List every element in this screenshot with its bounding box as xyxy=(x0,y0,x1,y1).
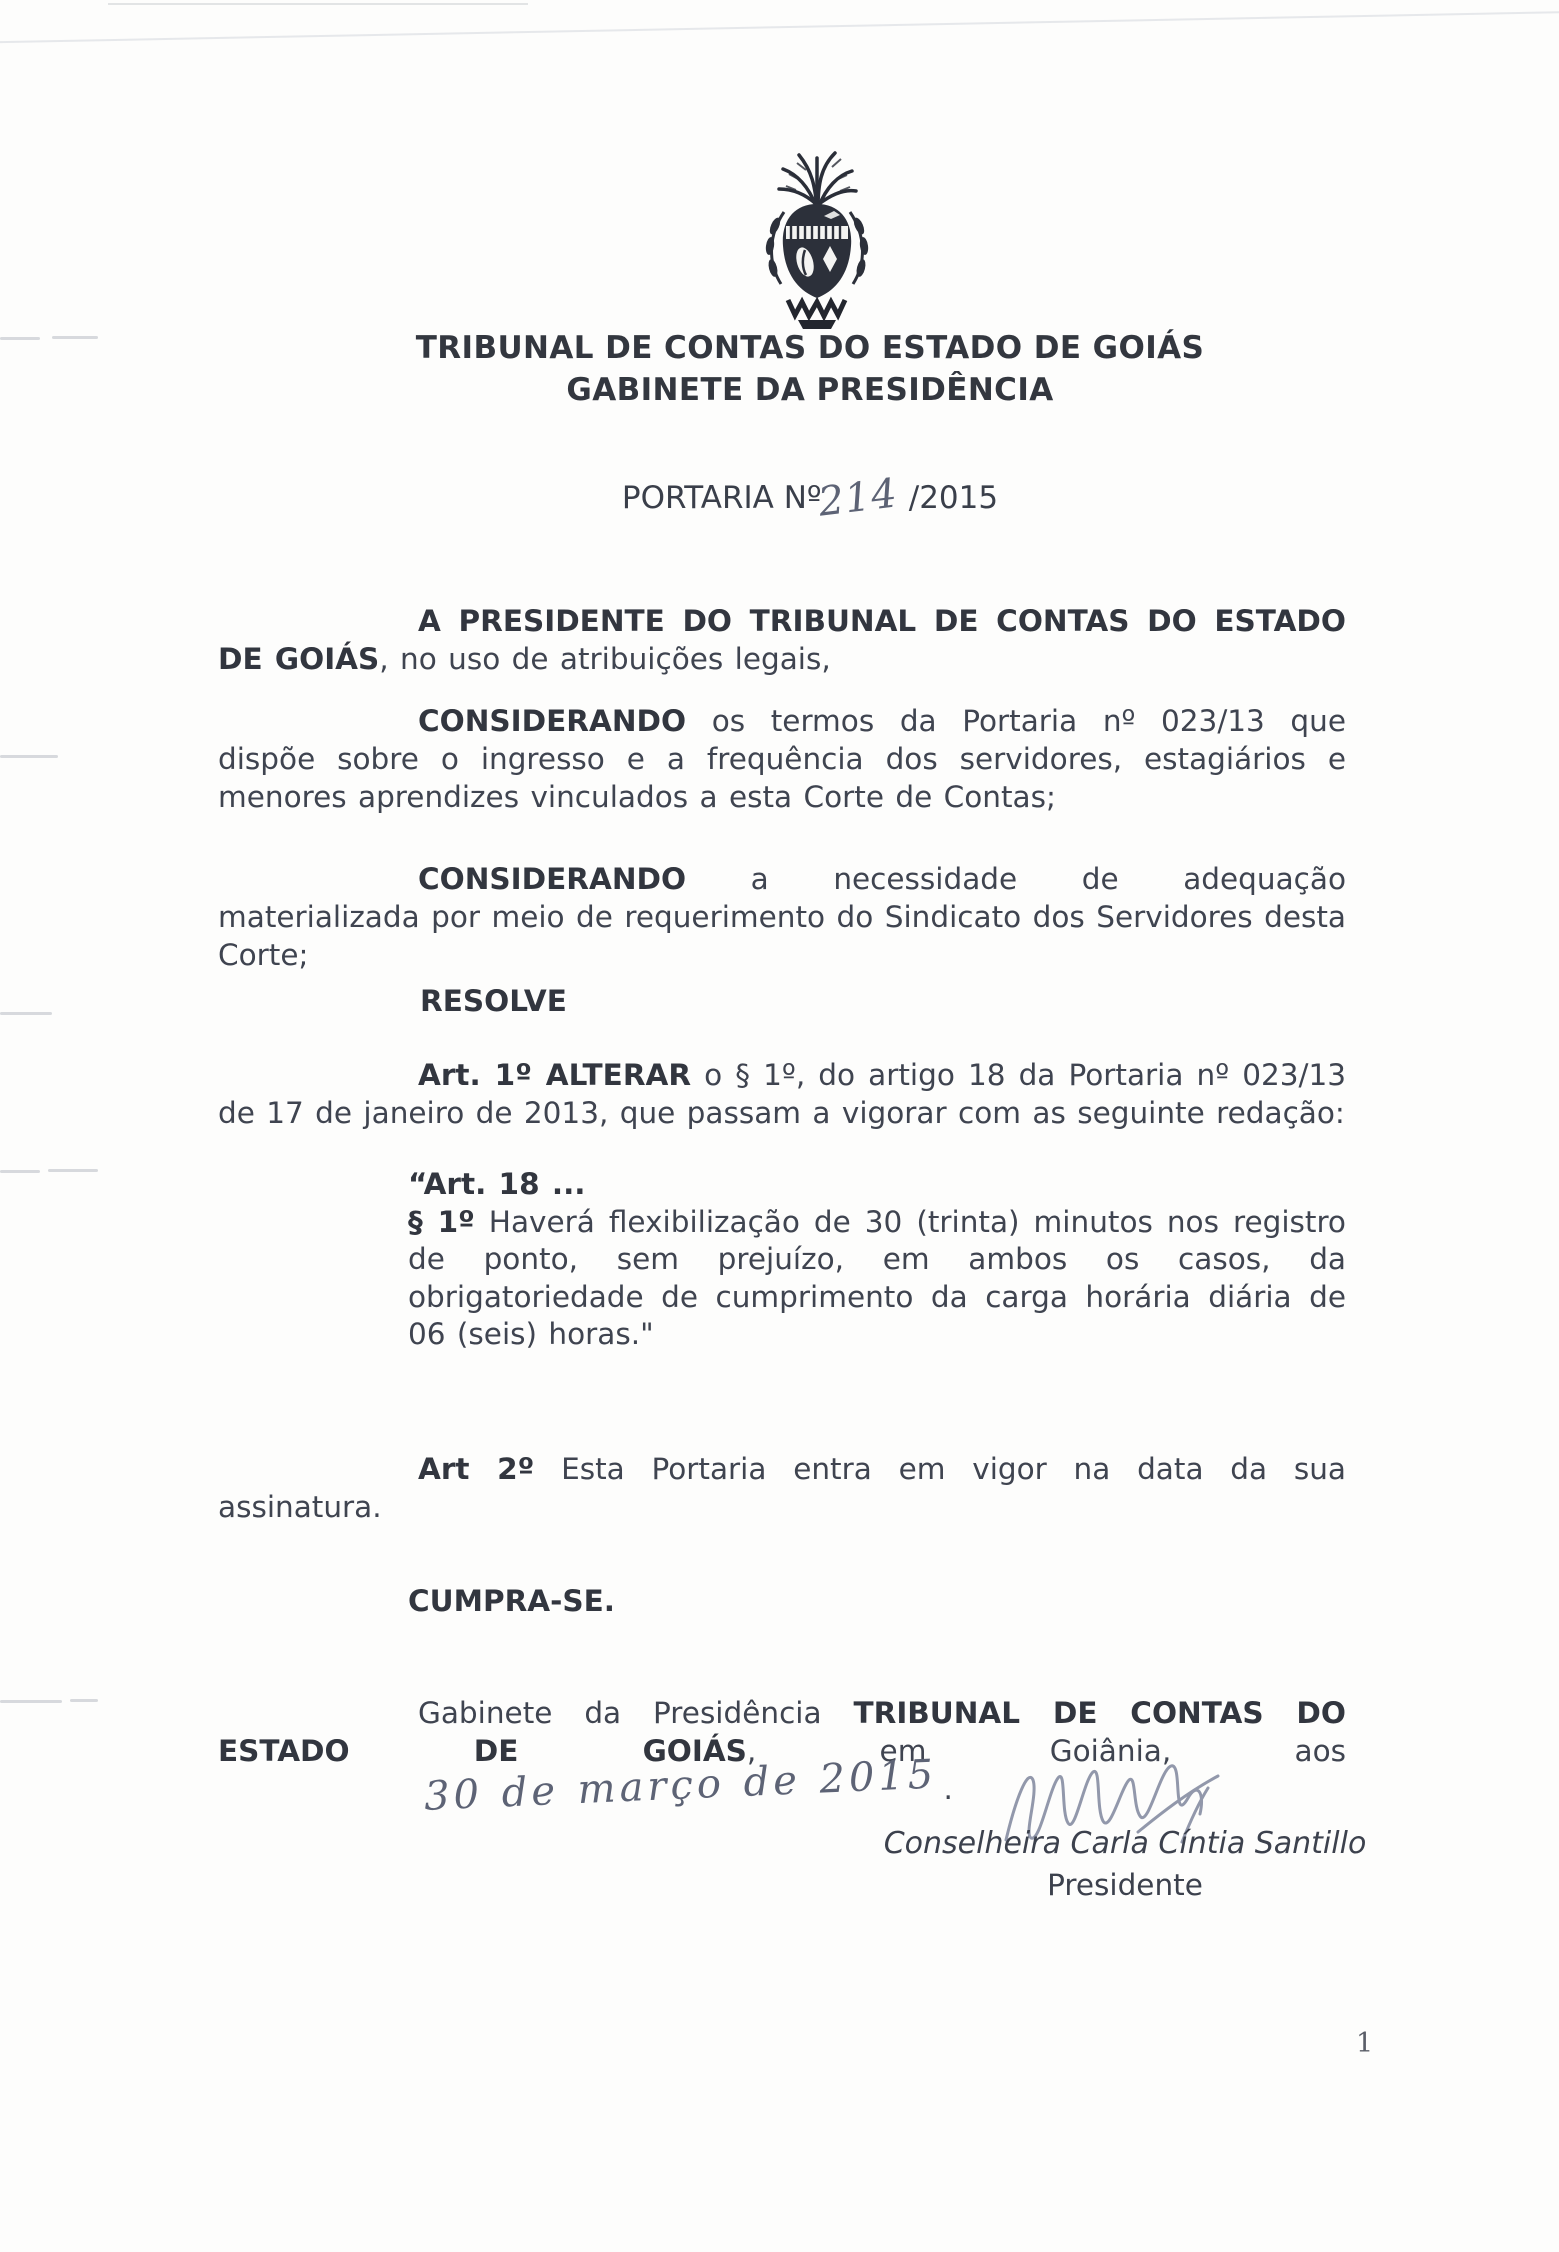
cumprase-heading: CUMPRA-SE. xyxy=(408,1584,615,1618)
portaria-year: /2015 xyxy=(908,480,999,516)
quote-paragraph-text: Haverá flexibilização de 30 (trinta) minutos nos registro de ponto, sem prejuízo, em ambos os casos, da obrigatoriedade de cumprimento da carga horária diária de 06 (seis) horas." xyxy=(408,1204,1346,1351)
resolve-heading: RESOLVE xyxy=(420,984,567,1018)
preamble-rest-text: , no uso de atribuições legais, xyxy=(379,642,831,676)
paragraph-art2 xyxy=(218,1450,1346,1526)
considerando1-rest-text: os termos da Portaria nº 023/13 que dispõe sobre o ingresso e a frequência dos servidores, estagiários e menores aprendizes vinculados a esta Corte de Contas; xyxy=(218,704,1346,814)
scan-artifact-dash xyxy=(0,1012,52,1015)
page-number: 1 xyxy=(1356,2028,1374,2059)
closing-mid-text: , em Goiânia, aos xyxy=(746,1734,1346,1768)
considerando1-bold-text: CONSIDERANDO xyxy=(418,704,687,738)
considerando2-bold-text: CONSIDERANDO xyxy=(418,862,687,896)
portaria-prefix: PORTARIA Nº xyxy=(621,480,822,516)
art1-bold-text: Art. 1º ALTERAR xyxy=(418,1058,692,1092)
closing-handwritten-date: 30 de março de 2015 xyxy=(423,1751,939,1820)
paragraph-preamble xyxy=(218,602,1346,678)
art1-rest-text: o § 1º, do artigo 18 da Portaria nº 023/13 de 17 de janeiro de 2013, que passam a vigorar com as seguinte redação: xyxy=(218,1058,1346,1130)
org-title-line2: GABINETE DA PRESIDÊNCIA xyxy=(566,372,1054,408)
coat-of-arms-icon xyxy=(742,146,892,338)
art2-rest-text: Esta Portaria entra em vigor na data da sua assinatura. xyxy=(218,1452,1346,1524)
portaria-subject-line xyxy=(140,470,1480,526)
considerando2-rest-text: a necessidade de adequação materializada por meio de requerimento do Sindicato dos Servidores desta Corte; xyxy=(218,862,1346,972)
closing-post-text: . xyxy=(943,1772,953,1806)
scan-artifact-dash xyxy=(48,1169,98,1172)
quoted-article-block xyxy=(408,1166,1346,1354)
org-title-line1: TRIBUNAL DE CONTAS DO ESTADO DE GOIÁS xyxy=(415,330,1205,366)
paragraph-art1 xyxy=(218,1056,1346,1132)
scan-artifact-dash xyxy=(0,337,40,340)
quote-art18-line: “Art. 18 ... xyxy=(408,1167,586,1201)
scan-artifact-diagonal-line xyxy=(0,11,1559,44)
quote-paragraph-bold: § 1º xyxy=(408,1204,475,1239)
scan-artifact-dash xyxy=(52,336,98,339)
scan-artifact-dash xyxy=(0,1170,40,1173)
scan-artifact-dash xyxy=(70,1699,98,1702)
scan-artifact-top-line xyxy=(108,3,528,5)
preamble-bold-text: A PRESIDENTE DO TRIBUNAL DE CONTAS DO ESTADO DE GOIÁS xyxy=(218,604,1346,676)
paragraph-considerando-2 xyxy=(218,860,1346,974)
closing-pre-text: Gabinete da Presidência xyxy=(418,1696,854,1730)
closing-bold-text: TRIBUNAL DE CONTAS DO ESTADO DE GOIÁS xyxy=(218,1696,1346,1768)
paragraph-considerando-1 xyxy=(218,702,1346,816)
art2-bold-text: Art 2º xyxy=(418,1452,535,1486)
signer-role: Presidente xyxy=(1047,1868,1203,1902)
scan-artifact-dash xyxy=(0,1700,62,1703)
portaria-number-handwritten: 214 xyxy=(815,470,900,526)
scan-artifact-dash xyxy=(0,755,58,758)
signer-name: Conselheira Carla Cíntia Santillo xyxy=(883,1826,1367,1861)
